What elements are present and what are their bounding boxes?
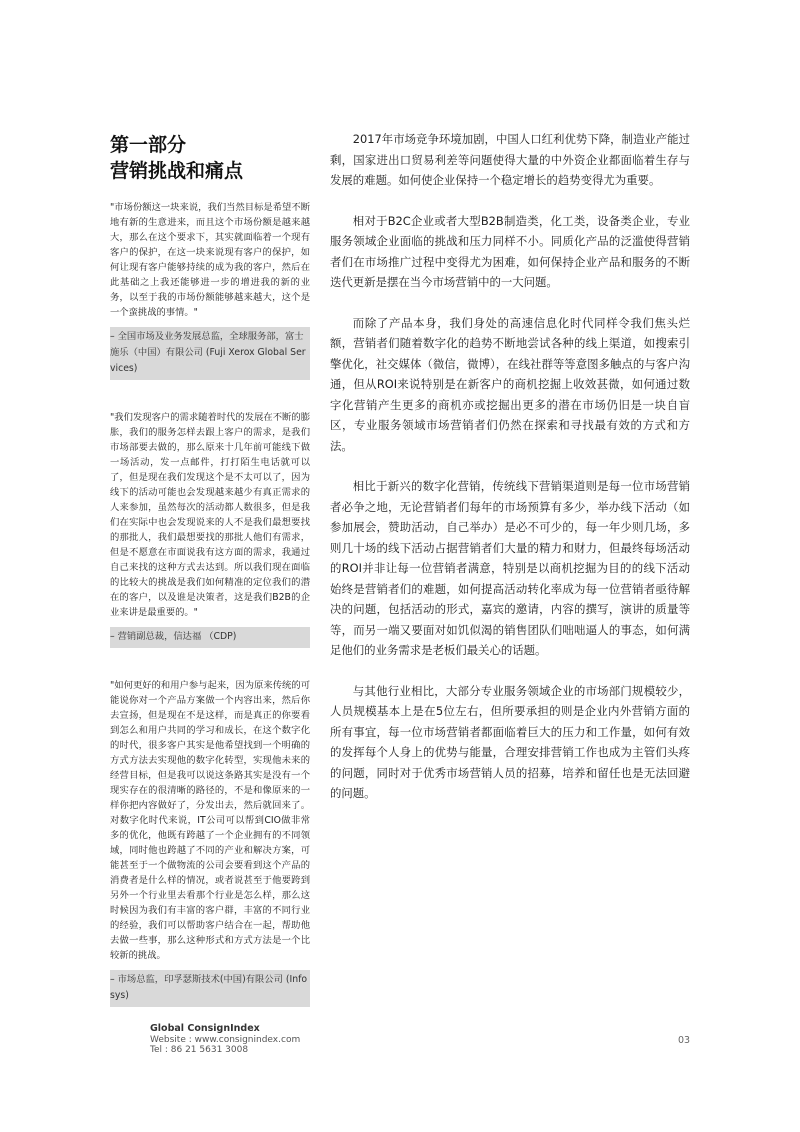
- footer-phone: Tel : 86 21 5631 3008: [150, 1045, 249, 1055]
- section-title-heading: 营销挑战和痛点: [110, 160, 244, 182]
- quote-text: "我们发现客户的需求随着时代的发展在不断的膨胀，我们的服务怎样去跟上客户的需求，是我们市场部要去做的，那么原来十几年前可能线下做一场活动，发一点邮件，打打陌生电话就可以了，但是现在我们发现这个是不太可以了，因为线下的活动可能也会发现越来越少有真正需求的人来参加，虽然每次的活动都人数很多，但是我们在实际中也会发现说来的人不是我们最想要找的那批人，我们最想要找的那批人他们有需求，但是不愿意在市面说我有这方面的需求，我通过自己来找的这种方式去达到。所以我们现在面临的比较大的挑战是我们如何精准的定位我们的潜在的客户，以及谁是决策者，这是我们B2B的企业来讲是最重要的。": [110, 412, 310, 618]
- body-column: [330, 129, 690, 824]
- section-title-part: 第一部分: [110, 134, 187, 156]
- quote-block: [110, 410, 310, 648]
- body-paragraph: 相对于B2C企业或者大型B2B制造类，化工类，设备类企业，专业服务领域企业面临的挑战和压力同样不小。同质化产品的泛滥使得营销者们在市场推广过程中变得尤为困难，如何保持企业产品和服务的不断迭代更新是摆在当今市场营销中的一大问题。: [330, 213, 690, 289]
- quote-block: [110, 200, 310, 380]
- quote-attribution: – 全国市场及业务发展总监，全球服务部，富士施乐（中国）有限公司 (Fuji Xerox Global Services): [110, 327, 310, 380]
- quote-attribution: – 营销副总裁，信达福 （CDP): [110, 627, 310, 648]
- body-paragraph: 而除了产品本身，我们身处的高速信息化时代同样令我们焦头烂额，营销者们随着数字化的趋势不断地尝试各种的线上渠道，如搜索引擎优化，社交媒体（微信，微博），在线社群等等意图多触点的与客户沟通，但从ROI来说特别是在新客户的商机挖掘上收效甚微，如何通过数字化营销产生更多的商机亦或挖掘出更多的潜在市场仍旧是一块自盲区，专业服务领域市场营销者们仍然在探索和寻找最有效的方式和方法。: [330, 315, 690, 453]
- section-title: [110, 132, 320, 184]
- quote-text: "市场份额这一块来说，我们当然目标是希望不断地有新的生意进来，而且这个市场份额是越来越大，那么在这个要求下，其实就面临着一个现有客户的保护，在这一块来说现有客户的保护，如何让现有客户能够持续的成为我的客户，然后在此基础之上我还能够进一步的增进我的新的业务，以至于我的市场份额能够越来越大，这个是一个蛮挑战的事情。": [110, 202, 310, 318]
- body-paragraph: 2017年市场竞争环境加剧，中国人口红利优势下降，制造业产能过剩，国家进出口贸易利差等问题使得大量的中外资企业都面临着生存与发展的难题。如何使企业保持一个稳定增长的趋势变得尤为重要。: [330, 132, 690, 187]
- page-number: 03: [678, 1035, 691, 1046]
- body-paragraph: 相比于新兴的数字化营销，传统线下营销渠道则是每一位市场营销者必争之地，无论营销者们每年的市场预算有多少，举办线下活动（如参加展会，赞助活动，自己举办）是必不可少的，每一年少则几场，多则几十场的线下活动占据营销者们大量的精力和财力，但最终每场活动的ROI并非让每一位营销者满意，特别是以商机挖掘为目的的线下活动始终是营销者们的难题，如何提高活动转化率成为每一位营销者亟待解决的问题，包括活动的形式，嘉宾的邀请，内容的撰写，演讲的质量等等，而另一端又要面对如饥似渴的销售团队们咄咄逼人的事态，如何满足他们的业务需求是老板们最关心的话题。: [330, 479, 690, 657]
- footer-website: Website : www.consignindex.com: [150, 1034, 301, 1045]
- quotes-column: [110, 200, 310, 1007]
- footer: [150, 1024, 300, 1056]
- quote-block: [110, 678, 310, 1007]
- footer-brand: Global ConsignIndex: [150, 1023, 260, 1034]
- quote-attribution: – 市场总监，印孚瑟斯技术(中国)有限公司 (Infosys): [110, 970, 310, 1007]
- body-paragraph: 与其他行业相比，大部分专业服务领域企业的市场部门规模较少，人员规模基本上是在5位左右，但所要承担的则是企业内外营销方面的所有事宜，每一位市场营销者都面临着巨大的压力和工作量，如何有效的发挥每个人身上的优势与能量，合理安排营销工作也成为主管们头疼的问题，同时对于优秀市场营销人员的招募，培养和留任也是无法回避的问题。: [330, 683, 690, 800]
- quote-text: "如何更好的和用户参与起来，因为原来传统的可能说你对一个产品方案做一个内容出来，然后你去宣扬，但是现在不是这样，而是真正的你要看到怎么和用户共同的学习和成长，在这个数字化的时代，很多客户其实是他希望找到一个明确的方式方法去实现他的数字化转型，实现他未来的经营目标，但是我可以说这条路其实是没有一个现实存在的很清晰的路径的，不是和像原来的一样你把内容做好了，分发出去，然后就回来了。对数字化时代来说，IT公司可以帮到CIO做非常多的优化，他既有跨越了一个企业拥有的不同领域，同时他也跨越了不同的产业和解决方案，可能甚至于一个做物流的公司会要看到这个产品的消费者是什么样的情况，或者说甚至于他要跨到另外一个行业里去看那个行业是怎么样，那么这时候因为我们有丰富的客户群，丰富的不同行业的经验，我们可以帮助客户结合在一起，帮助他去做一些事，那么这种形式和方式方法是一个比较新的挑战。: [110, 680, 310, 961]
